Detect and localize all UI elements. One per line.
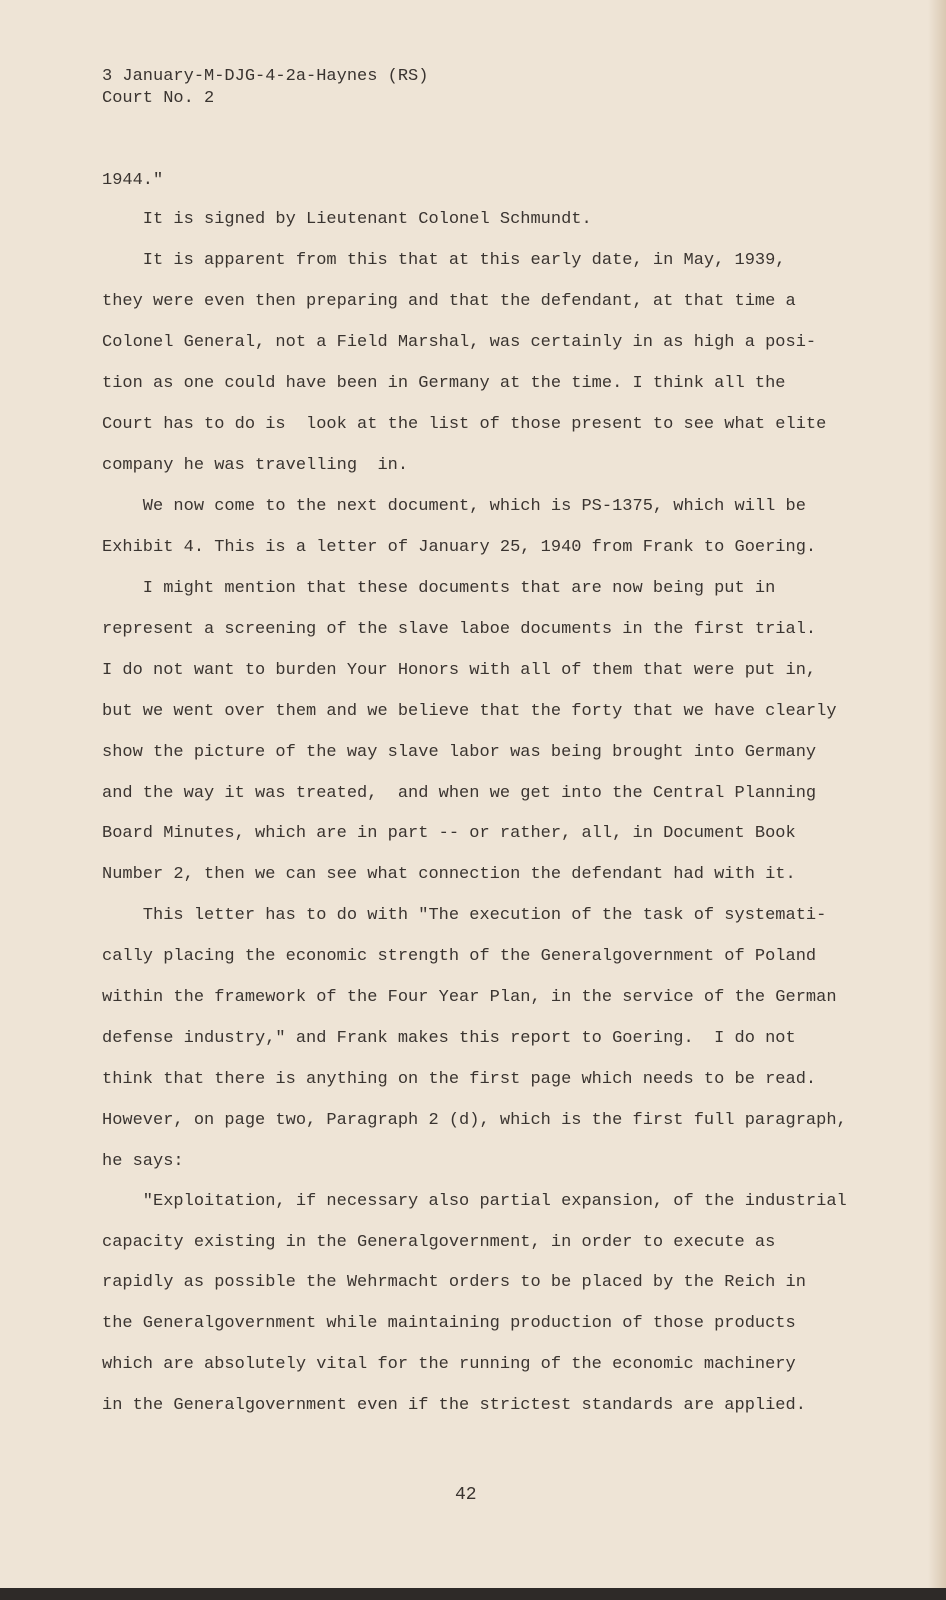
text-line: cally placing the economic strength of the Generalgovernment of Poland (102, 947, 817, 966)
text-line: he says: (102, 1152, 184, 1171)
text-line: It is apparent from this that at this early date, in May, 1939, (102, 251, 786, 270)
text-line: Board Minutes, which are in part -- or rather, all, in Document Book (102, 824, 796, 843)
text-line: represent a screening of the slave laboe documents in the first trial. (102, 620, 817, 639)
text-line: I do not want to burden Your Honors with all of them that were put in, (102, 661, 817, 680)
page-right-edge (928, 0, 946, 1600)
text-line: rapidly as possible the Wehrmacht orders to be placed by the Reich in (102, 1273, 806, 1292)
text-line: It is signed by Lieutenant Colonel Schmundt. (102, 210, 592, 229)
text-line: in the Generalgovernment even if the strictest standards are applied. (102, 1396, 806, 1415)
header-line-2: Court No. 2 (102, 89, 215, 108)
text-line: Number 2, then we can see what connection the defendant had with it. (102, 865, 796, 884)
text-line: Court has to do is look at the list of those present to see what elite (102, 415, 827, 434)
text-line: they were even then preparing and that the defendant, at that time a (102, 292, 796, 311)
text-line: Colonel General, not a Field Marshal, was certainly in as high a posi- (102, 333, 817, 352)
text-line: think that there is anything on the first page which needs to be read. (102, 1070, 817, 1089)
text-line: capacity existing in the Generalgovernment, in order to execute as (102, 1233, 776, 1252)
text-line: show the picture of the way slave labor was being brought into Germany (102, 743, 817, 762)
text-line: 1944." (102, 171, 164, 190)
text-line: We now come to the next document, which is PS-1375, which will be (102, 497, 806, 516)
text-line: "Exploitation, if necessary also partial expansion, of the industrial (102, 1192, 847, 1211)
page-header (102, 66, 428, 110)
page-bottom-edge (0, 1588, 946, 1600)
text-line: but we went over them and we believe that the forty that we have clearly (102, 702, 837, 721)
text-line: This letter has to do with "The execution of the task of systemati- (102, 906, 827, 925)
text-line: I might mention that these documents that are now being put in (102, 579, 776, 598)
text-line: However, on page two, Paragraph 2 (d), which is the first full paragraph, (102, 1111, 847, 1130)
page-number: 42 (455, 1485, 477, 1505)
text-line: the Generalgovernment while maintaining production of those products (102, 1314, 796, 1333)
text-line: company he was travelling in. (102, 456, 409, 475)
text-line: within the framework of the Four Year Plan, in the service of the German (102, 988, 837, 1007)
header-line-1: 3 January-M-DJG-4-2a-Haynes (RS) (102, 67, 429, 86)
text-line: defense industry," and Frank makes this report to Goering. I do not (102, 1029, 796, 1048)
text-line: Exhibit 4. This is a letter of January 25, 1940 from Frank to Goering. (102, 538, 817, 557)
text-line: tion as one could have been in Germany at the time. I think all the (102, 374, 786, 393)
text-line: which are absolutely vital for the running of the economic machinery (102, 1355, 796, 1374)
text-line: and the way it was treated, and when we get into the Central Planning (102, 784, 817, 803)
